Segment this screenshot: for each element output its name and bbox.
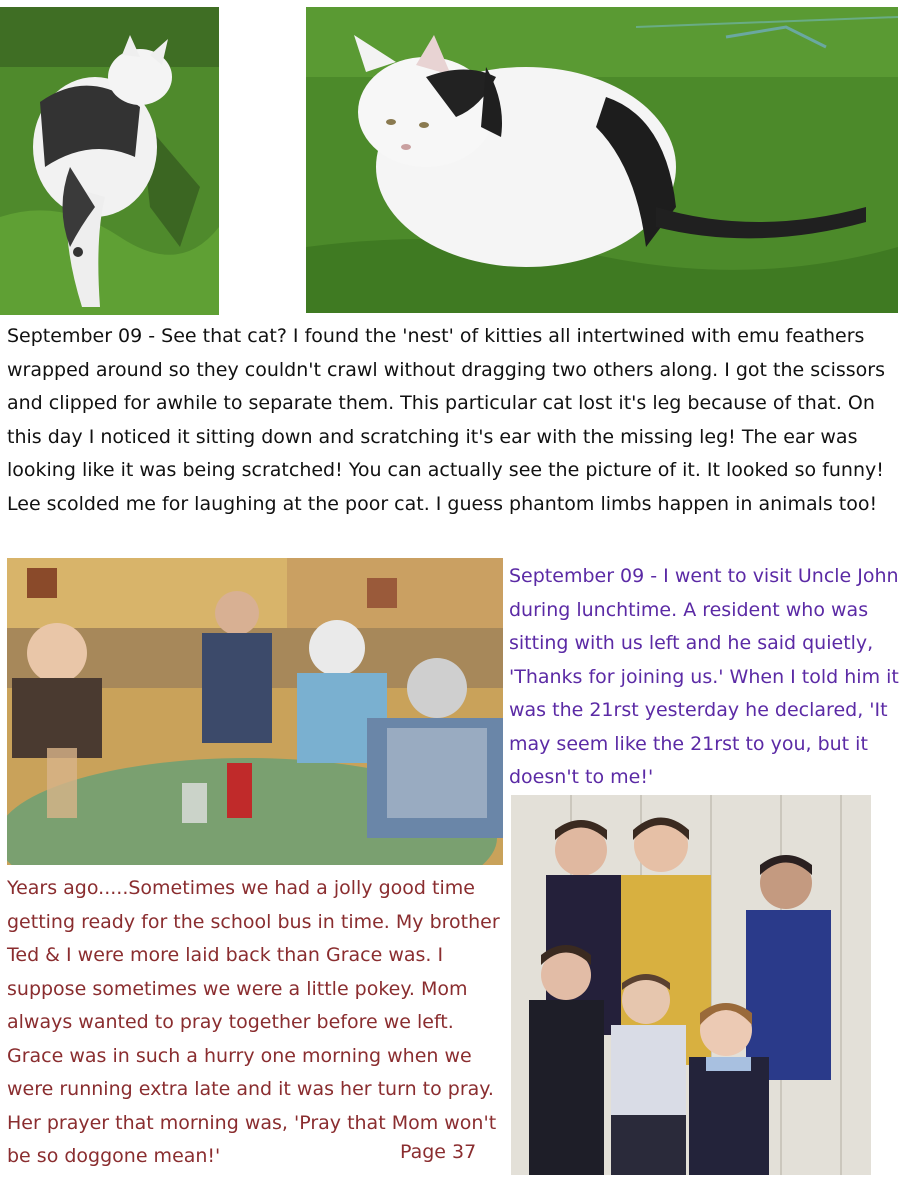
uncle-john-paragraph: September 09 - I went to visit Uncle John during lunchtime. A resident who was sitting with us left and he said quietly, 'Thanks for joining us.' When I told him it was the 21rst yesterday he declared, 'It may seem like the 21rst to you, but it doesn't to me!' [509,565,899,788]
page-number: Page 37 [400,1141,477,1163]
children-photo [511,795,871,1175]
lunch-photo [7,558,503,865]
cat-photo-sitting [306,7,898,313]
cat-photo-walking [0,7,219,315]
years-ago-paragraph: Years ago.....Sometimes we had a jolly good time getting ready for the school bus in time. My brother Ted & I were more laid back than Grace was. I suppose sometimes we were a little pokey. Mom always wanted to pray together before we left. Grace was in such a hurry one morning when we were running extra late and it was her turn to pray. Her prayer that morning was, 'Pray that Mom won't be so doggone mean!' [7,877,500,1167]
cat-story-paragraph: September 09 - See that cat? I found the 'nest' of kitties all intertwined with emu feathers wrapped around so they couldn't crawl without dragging two others along. I got the scissors and clipped for awhile to separate them. This particular cat lost it's leg because of that. On this day I noticed it sitting down and scratching it's ear with the missing leg! The ear was looking like it was being scratched! You can actually see the picture of it. It looked so funny! Lee scolded me for laughing at the poor cat. I guess phantom limbs happen in animals too! [7,325,885,515]
